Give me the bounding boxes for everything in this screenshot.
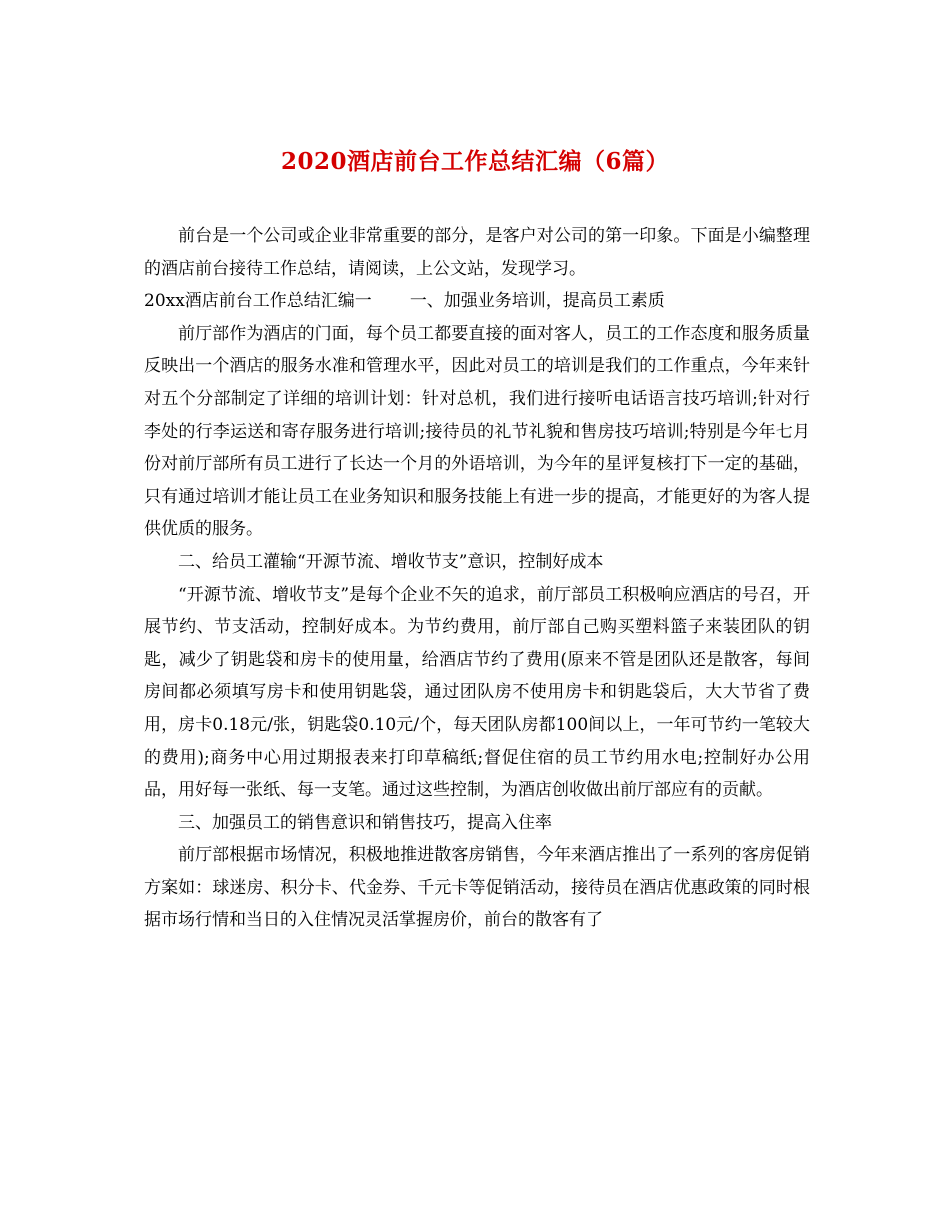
intro-paragraph: 前台是一个公司或企业非常重要的部分，是客户对公司的第一印象。下面是小编整理的酒店前台接待工作总结，请阅读，上公文站，发现学习。 bbox=[144, 226, 810, 279]
part-heading-line bbox=[144, 285, 810, 318]
section3-heading: 三、加强员工的销售意识和销售技巧，提高入住率 bbox=[178, 812, 552, 833]
section2-paragraph: “开源节流、增收节支”是每个企业不矢的追求，前厅部员工积极响应酒店的号召，开展节约、节支活动，控制好成本。为节约费用，前厅部自己购买塑料篮子来装团队的钥匙，减少了钥匙袋和房卡的使用量，给酒店节约了费用(原来不管是团队还是散客，每间房间都必须填写房卡和使用钥匙袋，通过团队房不使用房卡和钥匙袋后，大大节省了费用，房卡0.18元/张，钥匙袋0.10元/个，每天团队房都100间以上，一年可节约一笔较大的费用);商务中心用过期报表来打印草稿纸;督促住宿的员工节约用水电;控制好办公用品，用好每一张纸、每一支笔。通过这些控制，为酒店创收做出前厅部应有的贡献。 bbox=[144, 584, 810, 801]
document-body bbox=[144, 220, 810, 937]
section1-paragraph: 前厅部作为酒店的门面，每个员工都要直接的面对客人，员工的工作态度和服务质量反映出一个酒店的服务水准和管理水平，因此对员工的培训是我们的工作重点，今年来针对五个分部制定了详细的培训计划：针对总机，我们进行接听电话语言技巧培训;针对行李处的行李运送和寄存服务进行培训;接待员的礼节礼貌和售房技巧培训;特别是今年七月份对前厅部所有员工进行了长达一个月的外语培训，为今年的星评复核打下一定的基础，只有通过培训才能让员工在业务知识和服务技能上有进一步的提高，才能更好的为客人提供优质的服务。 bbox=[144, 323, 810, 540]
part-label: 20xx酒店前台工作总结汇编一 bbox=[144, 291, 372, 312]
section2-heading: 二、给员工灌输“开源节流、增收节支”意识，控制好成本 bbox=[178, 551, 604, 572]
section1-heading: 一、加强业务培训，提高员工素质 bbox=[409, 291, 665, 312]
document-title: 2020酒店前台工作总结汇编（6篇） bbox=[280, 148, 670, 175]
section3-paragraph: 前厅部根据市场情况，积极地推进散客房销售，今年来酒店推出了一系列的客房促销方案如：球迷房、积分卡、代金券、千元卡等促销活动，接待员在酒店优惠政策的同时根据市场行情和当日的入住情况灵活掌握房价，前台的散客有了 bbox=[144, 845, 810, 931]
